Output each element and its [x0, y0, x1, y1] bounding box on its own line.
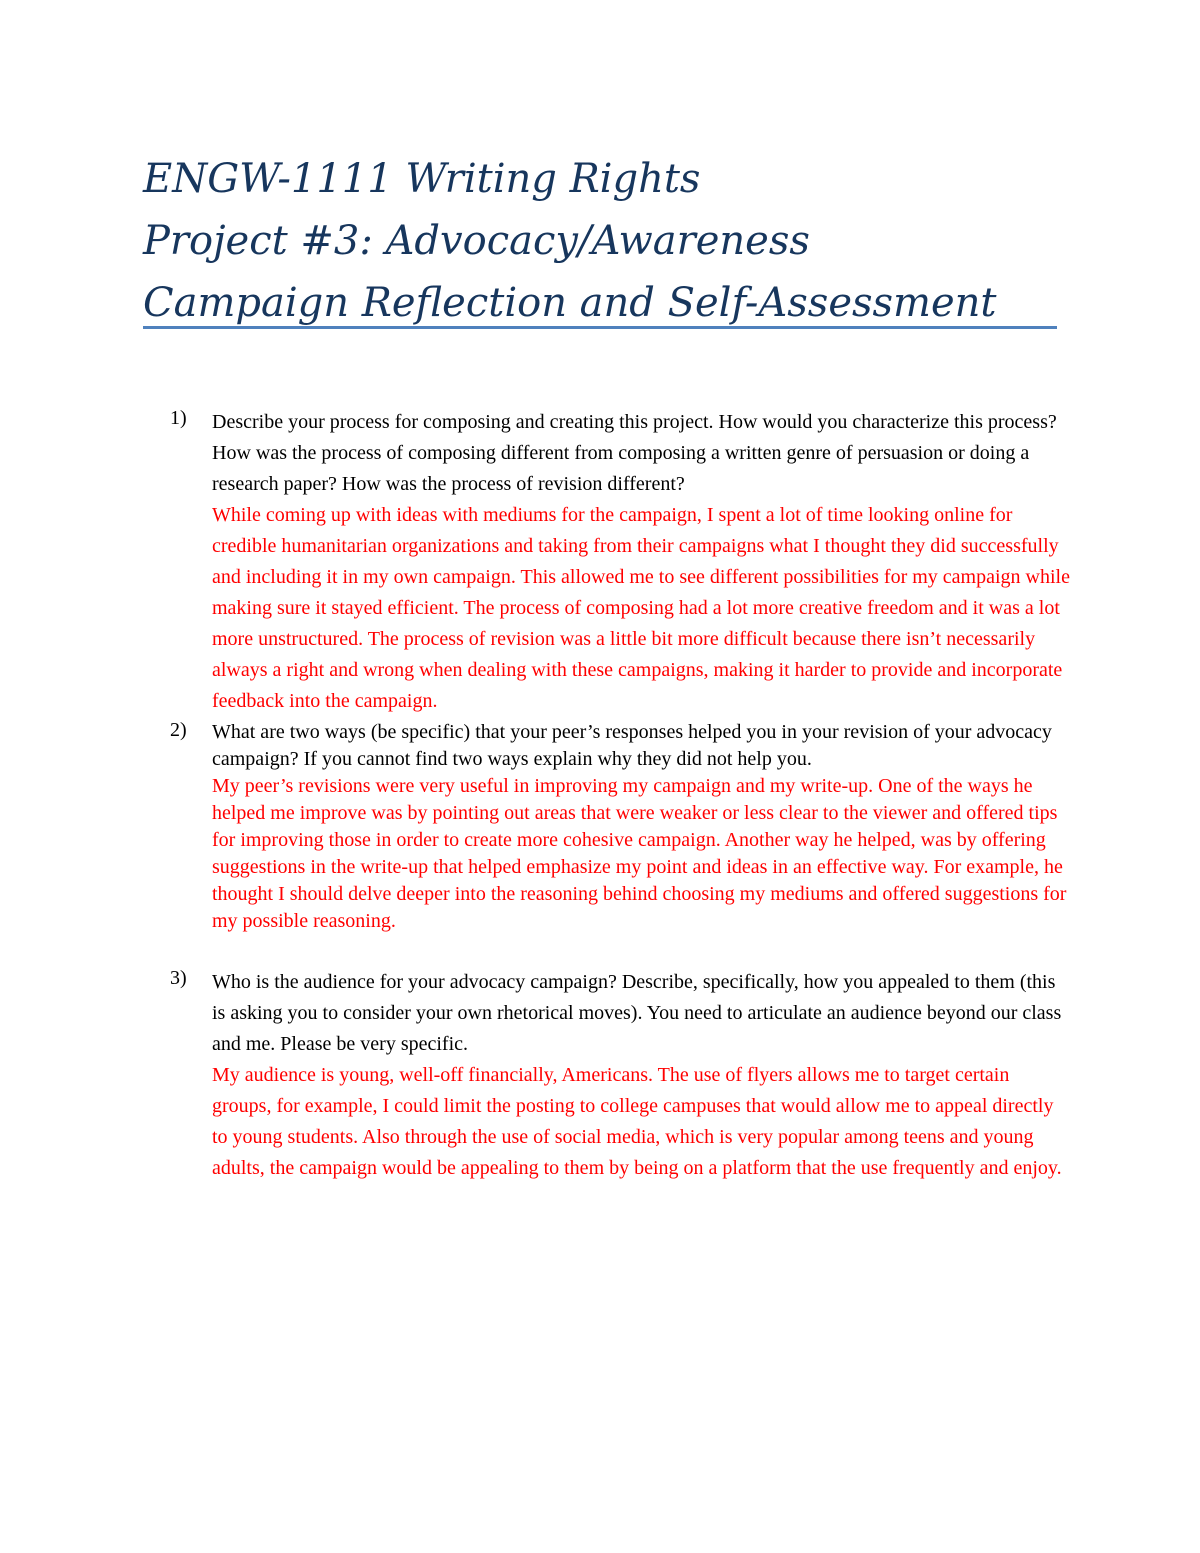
title-underline-rule [143, 326, 1057, 329]
question-answer: My peer’s revisions were very useful in improving my campaign and my write-up. One of the ways he helped me improve was by pointing out areas that were weaker or less clear to the viewer and offered tips for improving those in order to create more cohesive campaign. Another way he helped, was by offering suggestions in the write-up that helped emphasize my point and ideas in an effective way. For example, he thought I should delve deeper into the reasoning behind choosing my mediums and offered suggestions for my possible reasoning. [212, 775, 1067, 932]
question-answer: My audience is young, well-off financially, Americans. The use of flyers allows me to target certain groups, for example, I could limit the posting to college campuses that would allow me to appeal directly to young students. Also through the use of social media, which is very popular among teens and young adults, the campaign would be appealing to them by being on a platform that the use frequently and enjoy. [212, 1064, 1062, 1179]
question-number: 3) [170, 967, 187, 989]
question-number: 1) [170, 407, 187, 429]
question-item-3 [170, 967, 1070, 1184]
question-item-1 [170, 407, 1070, 717]
title-line-course: ENGW-1111 Writing Rights [143, 156, 701, 202]
title-line-subtitle: Campaign Reflection and Self-Assessment [143, 280, 997, 326]
question-prompt: Who is the audience for your advocacy campaign? Describe, specifically, how you appealed to them (this is asking you to consider your own rhetorical moves). You need to articulate an audience beyond our class and me. Please be very specific. [212, 971, 1062, 1055]
question-prompt: Describe your process for composing and creating this project. How would you characterize this process? How was the process of composing different from composing a written genre of persuasion or doing a research paper? How was the process of revision different? [212, 411, 1057, 495]
question-answer: While coming up with ideas with mediums for the campaign, I spent a lot of time looking online for credible humanitarian organizations and taking from their campaigns what I thought they did successfully and including it in my own campaign. This allowed me to see different possibilities for my campaign while making sure it stayed efficient. The process of composing had a lot more creative freedom and it was a lot more unstructured. The process of revision was a little bit more difficult because there isn’t necessarily always a right and wrong when dealing with these campaigns, making it harder to provide and incorporate feedback into the campaign. [212, 504, 1070, 712]
document-title [143, 148, 1063, 334]
question-item-2 [170, 719, 1070, 935]
question-number: 2) [170, 719, 187, 741]
question-list [170, 407, 1070, 1184]
title-line-project: Project #3: Advocacy/Awareness [143, 218, 810, 264]
question-prompt: What are two ways (be specific) that your peer’s responses helped you in your revision of your advocacy campaign? If you cannot find two ways explain why they did not help you. [212, 721, 1052, 770]
